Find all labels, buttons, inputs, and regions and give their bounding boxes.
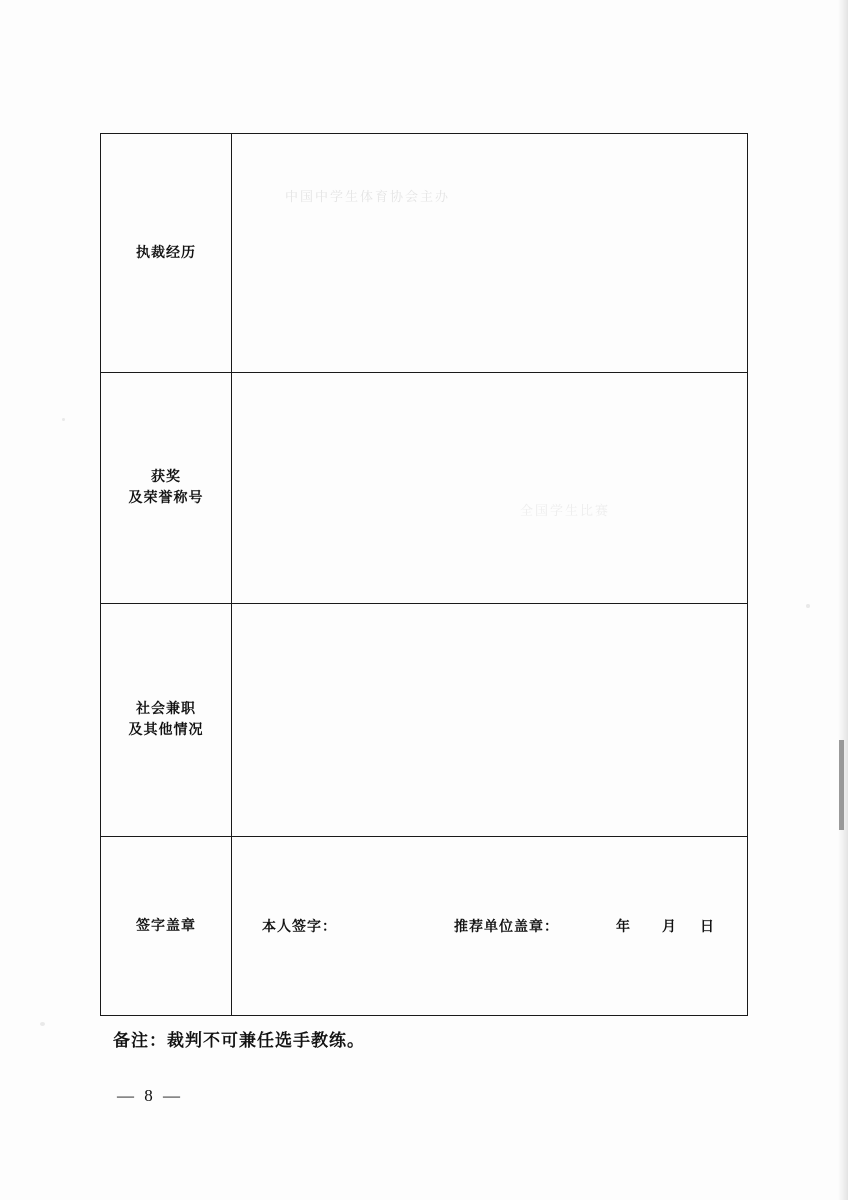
label-social-roles-line1: 社会兼职 <box>136 702 196 717</box>
form-note: 备注：裁判不可兼任选手教练。 <box>113 1031 365 1050</box>
date-day-label: 日 <box>700 920 714 935</box>
page-edge-shadow <box>838 0 848 1200</box>
field-social-roles[interactable] <box>232 604 748 837</box>
table-row-signature <box>101 837 748 1016</box>
table-row-experience <box>101 134 748 373</box>
scan-speck <box>40 1022 45 1026</box>
label-signature-seal <box>101 837 232 1016</box>
scan-speck <box>62 418 65 421</box>
label-social-roles-line2: 及其他情况 <box>128 723 204 738</box>
unit-seal-label: 推荐单位盖章： <box>454 920 559 935</box>
page-edge-mark <box>839 740 844 830</box>
referee-information-form <box>100 133 748 1016</box>
date-month-label: 月 <box>662 920 676 935</box>
field-awards[interactable] <box>232 373 748 604</box>
date-line <box>600 916 722 936</box>
label-experience-text: 执裁经历 <box>136 245 196 261</box>
self-signature-label: 本人签字： <box>262 920 337 935</box>
signature-row-inner <box>232 837 747 1015</box>
label-awards <box>101 373 232 604</box>
label-awards-line1: 获奖 <box>151 470 181 485</box>
page-number: — 8 — <box>117 1086 183 1105</box>
label-awards-line2: 及荣誉称号 <box>128 491 204 506</box>
ghost-text-line1: 中国中学生体育协会主办 <box>285 189 451 204</box>
table-row-social-roles <box>101 604 748 837</box>
field-experience[interactable] <box>232 134 748 373</box>
label-signature-seal-text: 签字盖章 <box>136 918 196 934</box>
ghost-text-line2: 全国学生比赛 <box>520 503 611 518</box>
date-year-label: 年 <box>616 920 630 935</box>
table-row-awards <box>101 373 748 604</box>
label-social-roles <box>101 604 232 837</box>
field-signature-seal[interactable] <box>232 837 748 1016</box>
scan-speck <box>806 604 810 608</box>
label-experience <box>101 134 232 373</box>
